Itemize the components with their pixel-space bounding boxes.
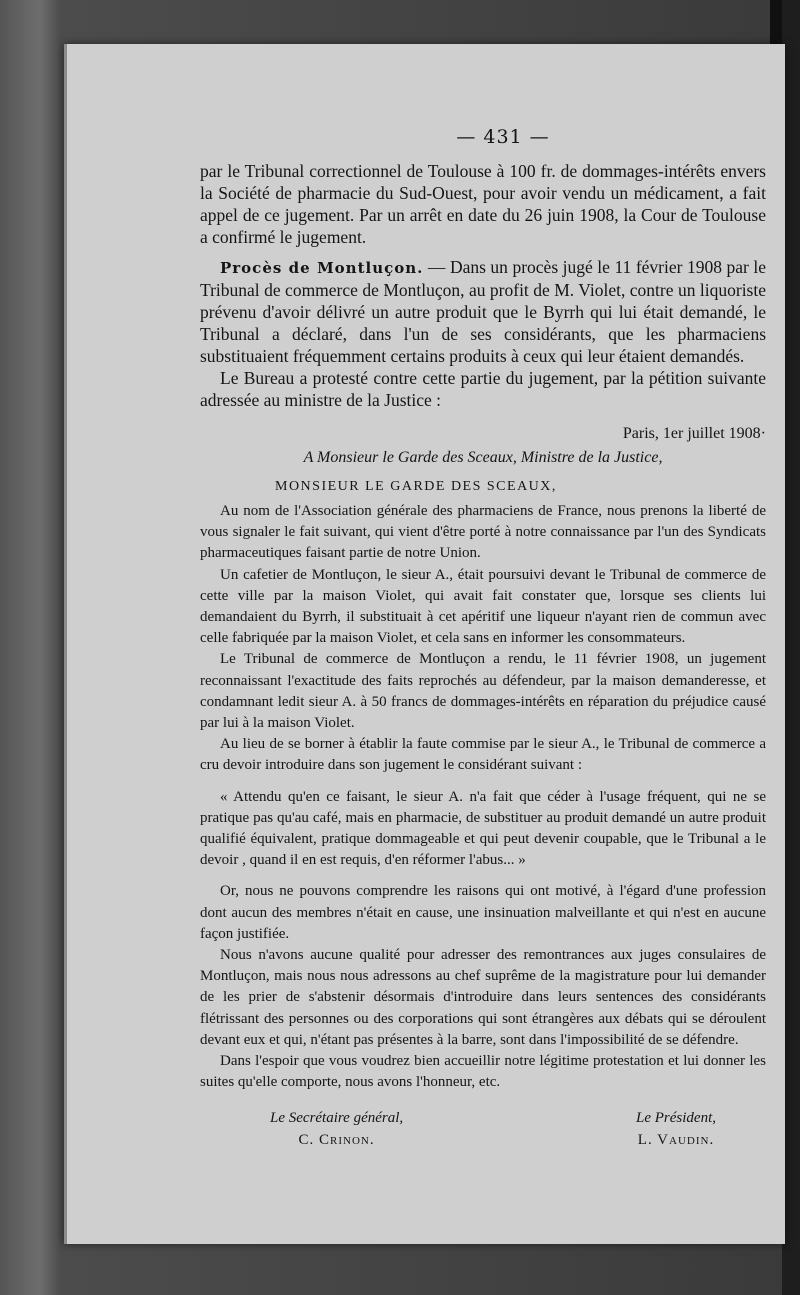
letter-address: A Monsieur le Garde des Sceaux, Ministre de la Justice, <box>303 449 663 466</box>
president-name: L. Vaudin. <box>637 1132 715 1149</box>
letter-paragraph-3: Le Tribunal de commerce de Montluçon a rendu, le 11 février 1908, un jugement reconnaissant l'exactitude des faits reprochés au défendeur, par la maison demanderesse, et condamnant ledit sieur A. à 50 francs de dommages-intérêts en réparation du préjudice causé par lui à la maison Violet. <box>200 651 766 732</box>
paragraph-bureau: Le Bureau a protesté contre cette partie du jugement, par la pétition suivante adressée au ministre de la Justice : <box>200 368 766 410</box>
secretary-name: C. Crinon. <box>298 1132 375 1149</box>
signature-secretary <box>270 1107 403 1151</box>
letter-paragraph-4: Au lieu de se borner à établir la faute commise par le sieur A., le Tribunal de commerce a cru devoir introduire dans son jugement le considérant suivant : <box>200 736 766 774</box>
page-content <box>200 126 766 1151</box>
paragraph-toulouse: par le Tribunal correctionnel de Toulouse à 100 fr. de dommages-intérêts envers la Société de pharmacie du Sud-Ouest, pour avoir vendu un médicament, a fait appel de ce jugement. Par un arrêt en date du 26 juin 1908, la Cour de Toulouse a confirmé le jugement. <box>200 161 766 247</box>
signature-president <box>636 1107 716 1151</box>
secretary-role: Le Secrétaire général, <box>270 1110 404 1127</box>
letter-paragraph-8: Dans l'espoir que vous voudrez bien accueillir notre légitime protestation et lui donner les suites qu'elle comporte, nous avons l'honneur, etc. <box>200 1053 766 1091</box>
letter-quotation: « Attendu qu'en ce faisant, le sieur A. n'a fait que céder à l'usage fréquent, qui ne se pratique pas qu'au café, mais en pharmacie, de substituer au produit demandé un autre produit qualifié équivalent, pratique dommageable et qui peut devenir coupable, que le Tribunal a le devoir , quand il en est requis, d'en réformer l'abus... » <box>200 788 766 869</box>
paragraph-montlucon-body: — Dans un procès jugé le 11 février 1908 par le Tribunal de commerce de Montluçon, au profit de M. Violet, contre un liquoriste prévenu d'avoir délivré un autre produit que le Byrrh qui lui était demandé, le Tribunal a déclaré, dans l'un de ses considérants, que les pharmaciens substituaient fréquemment certains produits à ceux qui leur étaient demandés. <box>200 257 766 366</box>
letter-date: Paris, 1er juillet 1908· <box>622 425 766 442</box>
president-role: Le Président, <box>636 1110 716 1127</box>
page-number: — 431 — <box>456 126 550 148</box>
letter-salutation: MONSIEUR LE GARDE DES SCEAUX, <box>275 479 557 494</box>
letter-paragraph-1: Au nom de l'Association générale des pharmaciens de France, nous prenons la liberté de vous signaler le fait suivant, qui vient d'être porté à notre connaissance par l'un des Syndicats pharmaceutiques faisant partie de notre Union. <box>200 503 766 562</box>
section-heading-montlucon: Procès de Montluçon. <box>220 259 424 277</box>
signature-block <box>200 1107 766 1151</box>
paragraph-montlucon <box>200 256 766 367</box>
letter-paragraph-6: Or, nous ne pouvons comprendre les raisons qui ont motivé, à l'égard d'une profession dont aucun des membres n'était en cause, une insinuation malveillante et qui n'est en aucune façon justifiée. <box>200 883 766 942</box>
letter-paragraph-2: Un cafetier de Montluçon, le sieur A., était poursuivi devant le Tribunal de commerce de cette ville par la maison Violet, qui avait fait constater que, lorsque ses clients lui demandaient du Byrrh, il substituait à cet apéritif une liqueur n'ayant rien de commun avec celle fabriquée par la maison Violet, et cela sans en informer les consommateurs. <box>200 566 766 647</box>
letter-paragraph-7: Nous n'avons aucune qualité pour adresser des remontrances aux juges consulaires de Montluçon, mais nous nous adressons au chef suprême de la magistrature pour lui demander de les prier de s'abstenir désormais d'introduire dans leurs sentences des considérants flétrissant des personnes ou des corporations qui sont étrangères aux débats qui se déroulent devant eux et qui, n'étant pas présentes à la barre, sont dans l'impossibilité de se défendre. <box>200 947 766 1048</box>
